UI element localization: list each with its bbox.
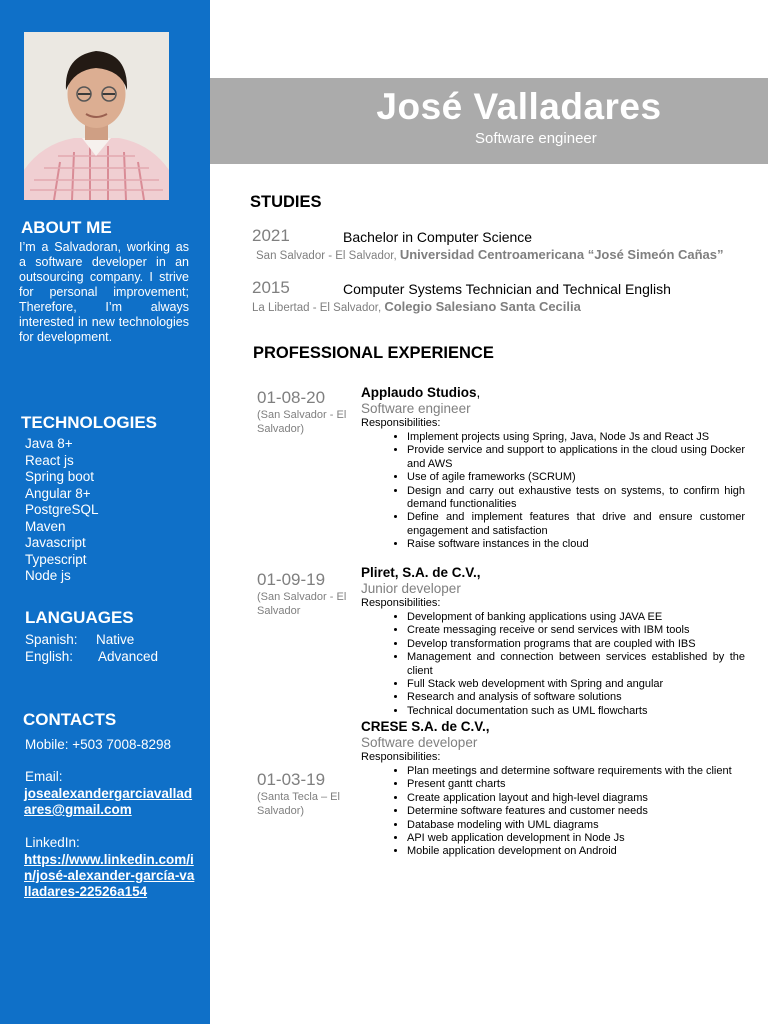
email-link[interactable]: josealexandergarciavalladares@gmail.com: [24, 786, 193, 817]
linkedin-label: LinkedIn:: [25, 835, 80, 850]
responsibility-item: • Create application layout and high-level diagrams: [407, 792, 745, 805]
job-company-line: [361, 385, 480, 400]
responsibility-item: • Research and analysis of software solutions: [407, 691, 745, 704]
responsibilities-label: Responsibilities:: [361, 417, 441, 429]
candidate-role: Software engineer: [475, 130, 597, 147]
job-title: Junior developer: [361, 581, 461, 596]
responsibility-item: • Present gantt charts: [407, 778, 745, 791]
email-label: Email:: [25, 769, 63, 784]
candidate-name: José Valladares: [376, 86, 662, 127]
job-company: Applaudo Studios: [361, 385, 477, 400]
responsibilities-label: Responsibilities:: [361, 597, 441, 609]
responsibility-list: [361, 765, 745, 859]
responsibility-item: • Determine software features and customer needs: [407, 805, 745, 818]
job-title: Software engineer: [361, 401, 471, 416]
responsibility-item: • API web application development in Node Js: [407, 832, 745, 845]
language-name: Spanish:: [25, 632, 78, 647]
responsibility-item: • Develop transformation programs that are coupled with IBS: [407, 638, 745, 651]
responsibility-item: • Design and carry out exhaustive tests on systems, to confirm high demand functionalities: [407, 485, 745, 512]
tech-item: Java 8+: [25, 436, 73, 451]
technologies-heading: TECHNOLOGIES: [21, 413, 158, 432]
responsibilities-label: Responsibilities:: [361, 751, 441, 763]
tech-item: PostgreSQL: [25, 502, 99, 517]
tech-item: Angular 8+: [25, 485, 91, 501]
studies-heading: STUDIES: [250, 193, 322, 211]
contacts-heading: CONTACTS: [23, 710, 117, 729]
responsibility-item: • Plan meetings and determine software requirements with the client: [407, 765, 745, 778]
job-location: (San Salvador - El Salvador): [257, 409, 347, 435]
job-date: 01-03-19: [257, 770, 326, 789]
responsibility-item: • Implement projects using Spring, Java, Node Js and React JS: [407, 431, 745, 444]
mobile-number: Mobile: +503 7008-8298: [25, 737, 171, 752]
responsibility-list: [361, 431, 745, 552]
responsibility-item: • Use of agile frameworks (SCRUM): [407, 471, 745, 484]
job-location: (Santa Tecla – El Salvador): [257, 791, 340, 817]
responsibility-item: • Raise software instances in the cloud: [407, 538, 745, 551]
study-place: San Salvador - El Salvador,: [256, 250, 397, 262]
tech-item: React js: [25, 452, 74, 468]
tech-item: Spring boot: [25, 469, 95, 484]
job-date: 01-09-19: [257, 570, 326, 589]
job-company: CRESE S.A. de C.V.: [361, 719, 486, 734]
study-degree: Bachelor in Computer Science: [343, 229, 533, 245]
study-institution-line: [256, 247, 724, 262]
tech-item: Maven: [25, 518, 66, 534]
job-location: (San Salvador - El Salvador: [257, 591, 347, 617]
responsibility-item: • Provide service and support to applications in the cloud using Docker and AWS: [407, 444, 745, 471]
study-institution: Universidad Centroamericana “José Simeón Cañas”: [399, 247, 724, 262]
study-year: 2015: [252, 278, 290, 297]
study-place: La Libertad - El Salvador,: [252, 302, 382, 314]
responsibility-item: • Management and connection between services established by the client: [407, 651, 745, 678]
responsibility-item: • Development of banking applications using JAVA EE: [407, 611, 745, 624]
study-institution: Colegio Salesiano Santa Cecilia: [384, 299, 581, 314]
language-row: [25, 632, 135, 647]
job-title: Software developer: [361, 735, 478, 750]
job-company: Pliret, S.A. de C.V.: [361, 565, 477, 580]
responsibility-item: • Technical documentation such as UML flowcharts: [407, 705, 745, 718]
responsibility-item: • Define and implement features that drive and ensure customer engagement and satisfaction: [407, 511, 745, 538]
job-company-line: [361, 719, 490, 734]
tech-item: Node js: [25, 568, 71, 583]
language-level: Advanced: [98, 649, 159, 664]
responsibility-item: • Create messaging receive or send services with IBM tools: [407, 624, 745, 637]
language-row: [25, 649, 159, 664]
responsibility-item: • Database modeling with UML diagrams: [407, 819, 745, 832]
study-institution-line: [252, 299, 581, 314]
job-company-punct: ,: [476, 565, 481, 580]
tech-item: Javascript: [25, 535, 86, 550]
job-company-punct: ,: [485, 719, 490, 734]
job-company-line: [361, 565, 481, 580]
profile-photo: [24, 32, 169, 200]
about-heading: ABOUT ME: [21, 218, 112, 237]
experience-heading: PROFESSIONAL EXPERIENCE: [253, 344, 494, 362]
languages-heading: LANGUAGES: [25, 608, 134, 627]
about-text: I’m a Salvadoran, working as a software developer in an outsourcing company. I strive for personal improvement; Therefore, I’m always interested in new technologies for development.: [19, 240, 189, 344]
study-year: 2021: [252, 226, 290, 245]
responsibility-list: [361, 611, 745, 718]
responsibility-item: • Full Stack web development with Spring and angular: [407, 678, 745, 691]
job-company-punct: ,: [476, 385, 481, 400]
linkedin-link[interactable]: https://www.linkedin.com/in/josé-alexander-garcía-valladares-22526a154: [24, 852, 195, 899]
profile-photo-image: [24, 32, 169, 200]
study-degree: Computer Systems Technician and Technical English: [343, 281, 671, 297]
language-level: Native: [96, 632, 135, 647]
language-name: English:: [25, 649, 74, 664]
job-date: 01-08-20: [257, 388, 326, 407]
tech-item: Typescript: [25, 551, 87, 567]
responsibility-item: • Mobile application development on Android: [407, 845, 745, 858]
technologies-list: [25, 436, 99, 585]
